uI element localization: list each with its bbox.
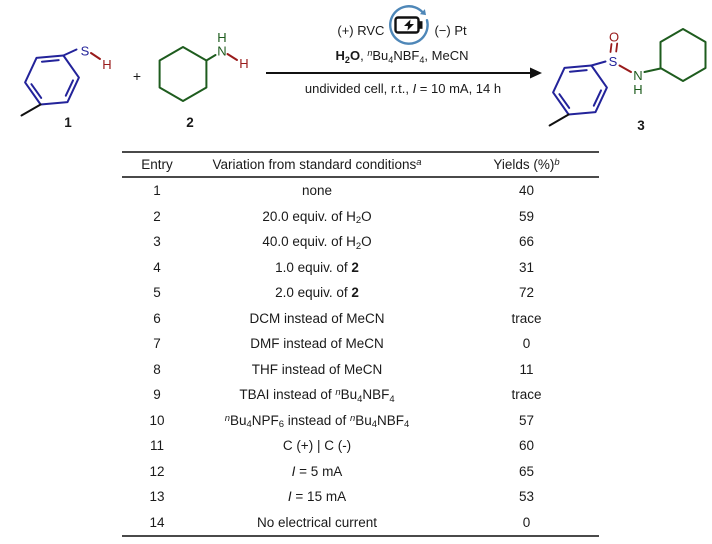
thiol-h-label: H [102, 57, 112, 72]
n-c-bond [645, 69, 661, 73]
cyclohexyl-ring [661, 29, 706, 81]
variation-cell: TBAI instead of $^nBu_4NBF_4$ [239, 387, 395, 405]
entry-cell: 11 [149, 438, 164, 454]
arrowhead [530, 68, 542, 79]
amine-h-top-label: H [217, 30, 227, 45]
entry-cell: 10 [149, 412, 165, 428]
cathode-label: (−) Pt [434, 23, 467, 38]
c-s-bond [591, 62, 605, 66]
entry-cell: 12 [149, 463, 165, 479]
variation-cell: THF instead of MeCN [251, 361, 383, 377]
yield-cell: 53 [518, 489, 535, 505]
double-bond [42, 60, 59, 62]
yield-cell: 40 [518, 183, 535, 199]
table-row [122, 306, 599, 332]
n-h-bond [228, 54, 238, 60]
yield-cell: 0 [522, 514, 531, 530]
entry-cell: 5 [153, 285, 161, 301]
product-3-structure [543, 4, 712, 132]
entry-cell: 8 [153, 361, 161, 377]
yield-cell: 11 [519, 361, 534, 377]
table-row [122, 178, 599, 204]
double-bond [570, 70, 587, 72]
amine-h-red-label: H [239, 56, 249, 71]
table-row [122, 357, 599, 383]
plus-sign: + [132, 68, 142, 84]
s-h-bond [91, 53, 100, 59]
s-o-double-bond [611, 44, 612, 52]
entry-cell: 6 [153, 310, 161, 326]
table-row [122, 331, 599, 357]
table-row [122, 229, 599, 255]
cyclohexane-ring [160, 47, 207, 101]
table-row [122, 510, 599, 536]
conditions-line: undivided cell, r.t., I = 10 mA, 14 h [304, 81, 502, 96]
table-row [122, 433, 599, 459]
optimization-table [122, 151, 599, 537]
table-row [122, 382, 599, 408]
nitrogen-atom-label: N [217, 43, 227, 59]
reaction-arrow [266, 66, 544, 80]
variation-cell: I = 15 mA [287, 489, 347, 505]
variation-cell: 20.0 equiv. of $H_2O$ [262, 208, 372, 227]
s-n-bond [620, 66, 632, 73]
table-row [122, 280, 599, 306]
variation-cell: No electrical current [256, 514, 378, 530]
compound-1-label: 1 [64, 115, 72, 130]
double-bond [31, 84, 41, 98]
header-yield: Yields (%)$^b$ [493, 156, 560, 172]
table-bottom-rule [122, 535, 599, 537]
entry-cell: 4 [153, 259, 161, 275]
methyl-bond [550, 115, 569, 126]
yield-cell: 31 [518, 259, 535, 275]
yield-cell: trace [511, 387, 542, 403]
entry-cell: 2 [153, 208, 161, 224]
variation-cell: 40.0 equiv. of $H_2O$ [262, 234, 372, 252]
variation-cell: C (+) | C (-) [282, 438, 352, 454]
table-row [122, 484, 599, 510]
yield-cell: 65 [518, 463, 535, 479]
sulfur-atom-label: S [80, 43, 90, 59]
variation-cell: DCM instead of MeCN [249, 310, 385, 326]
variation-cell: 1.0 equiv. of 2 [275, 259, 359, 275]
table-row [122, 204, 599, 230]
compound-3-label: 3 [637, 118, 645, 133]
benzene-ring-1 [25, 56, 79, 105]
variation-cell: $^nBu_4NPF_6$ instead of $^nBu_4NBF_4$ [224, 412, 410, 431]
benzene-ring-3 [553, 66, 607, 115]
variation-cell: 2.0 equiv. of 2 [275, 285, 359, 301]
oxygen-atom-label: O [608, 29, 620, 45]
yield-cell: 60 [518, 438, 535, 454]
entry-cell: 7 [153, 336, 161, 352]
yield-cell: 57 [518, 412, 535, 428]
header-entry: Entry [141, 157, 173, 172]
table-row [122, 408, 599, 434]
header-variation: Variation from standard conditions$^a$ [212, 156, 422, 172]
s-o-double-bond [616, 44, 617, 52]
anode-label: (+) RVC [337, 23, 385, 38]
compound-2-label: 2 [186, 115, 194, 130]
c-s-bond [63, 50, 76, 56]
table-row [122, 255, 599, 281]
entry-cell: 3 [153, 234, 161, 250]
variation-cell: none [301, 183, 333, 199]
electrodes-line [294, 2, 510, 48]
amide-h-label: H [633, 82, 643, 97]
entry-cell: 1 [153, 183, 161, 199]
yield-cell: 0 [522, 336, 531, 352]
battery-cycle-icon [387, 3, 431, 47]
table-row [122, 459, 599, 485]
reagents-line: $H_2O$, $^nBu_4NBF_4$, MeCN [335, 47, 469, 65]
methyl-bond [22, 105, 41, 116]
nitrogen-atom-label: N [633, 68, 643, 83]
entry-cell: 13 [149, 489, 165, 505]
table-header-row [122, 153, 599, 176]
yield-cell: 59 [518, 208, 535, 224]
double-bond [559, 94, 569, 108]
c-n-bond [206, 55, 215, 61]
battery-terminal [419, 21, 423, 29]
variation-cell: I = 5 mA [291, 463, 343, 479]
variation-cell: DMF instead of MeCN [250, 336, 384, 352]
entry-cell: 9 [153, 387, 161, 403]
sulfur-atom-label: S [608, 54, 618, 69]
yield-cell: 66 [518, 234, 535, 250]
entry-cell: 14 [149, 514, 165, 530]
reactant-2-structure [136, 26, 254, 110]
yield-cell: 72 [518, 285, 535, 301]
yield-cell: trace [511, 310, 542, 326]
